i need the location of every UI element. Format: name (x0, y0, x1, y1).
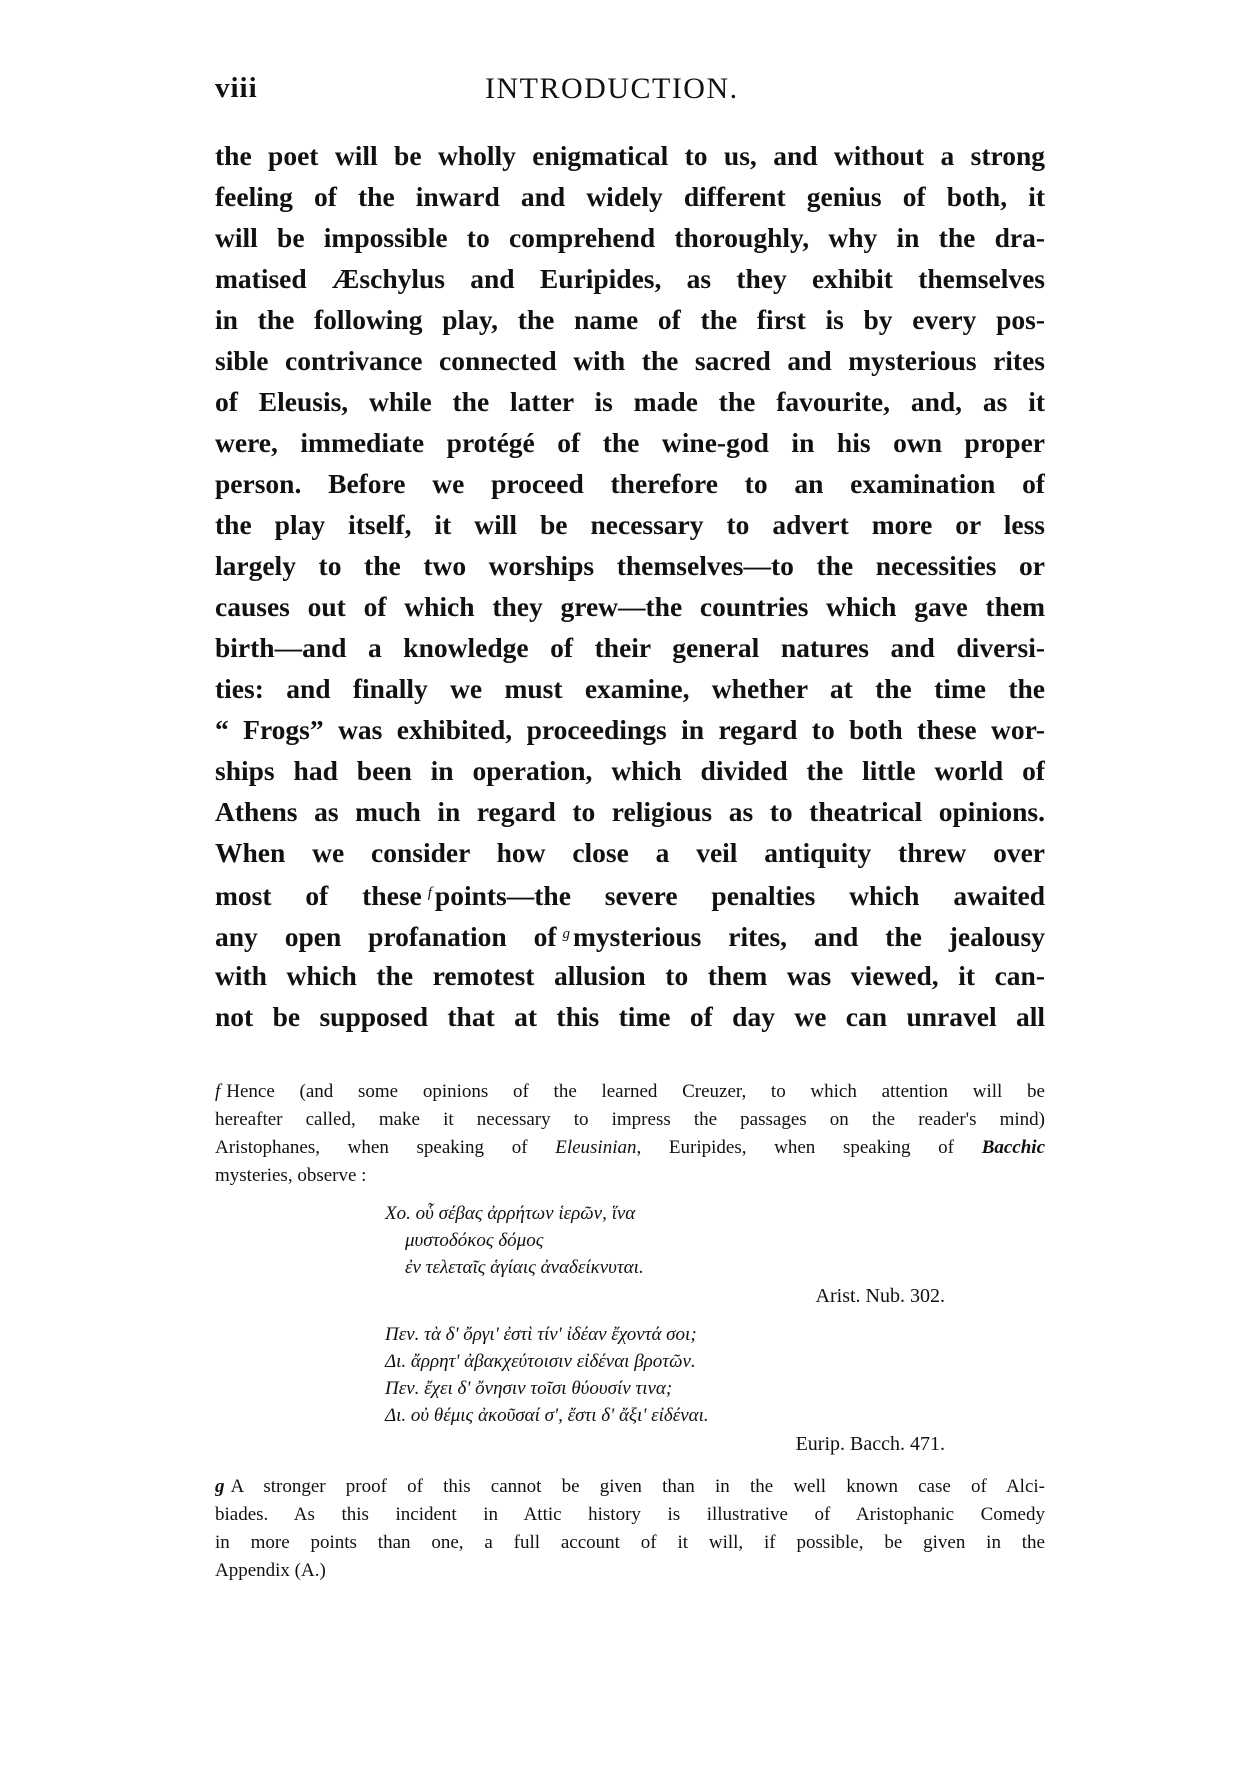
footnote-line: biades. As this incident in Attic history is illustrative of Aristophanic Comedy (215, 1504, 1045, 1525)
quote-line: μυστοδόκος δόμος (405, 1230, 544, 1251)
body-fragment: points—the severe penalties which awaited (434, 880, 1045, 911)
body-line: ties: and finally we must examine, whether at the time the (215, 673, 1045, 704)
quote-line: ἐν τελεταῖς ἁγίαις ἀναδείκνυται. (405, 1257, 644, 1278)
footnote-fragment: A stronger proof of this cannot be given than in the well known case of Alci- (230, 1476, 1045, 1497)
footnotes (215, 1078, 1045, 1585)
body-line: Athens as much in regard to religious as to theatrical opinions. (215, 796, 1045, 827)
quote-line: Χο. οὗ σέβας ἀρρήτων ἱερῶν, ἵνα (385, 1203, 636, 1224)
running-head: INTRODUCTION. (485, 72, 739, 105)
quote-line: Πεν. τὰ δ' ὄργι' ἐστὶ τίν' ἰδέαν ἔχοντά σοι; (385, 1324, 697, 1345)
footnote-line: in more points than one, a full account of it will, if possible, be given in the (215, 1532, 1045, 1553)
greek-quote-1 (385, 1200, 945, 1311)
footnote-f (215, 1078, 1045, 1459)
page-header (215, 72, 1045, 122)
body-line: with which the remotest allusion to them was viewed, it can- (215, 960, 1045, 991)
body-line: birth—and a knowledge of their general natures and diversi- (215, 632, 1045, 663)
quote-citation: Eurip. Bacch. 471. (795, 1433, 945, 1455)
body-line: were, immediate protégé of the wine-god in his own proper (215, 427, 1045, 458)
footnote-mark: f (215, 1081, 221, 1102)
footnote-line: hereafter called, make it necessary to impress the passages on the reader's mind) (215, 1109, 1045, 1130)
body-fragment: most of these (215, 880, 422, 911)
quote-citation: Arist. Nub. 302. (815, 1285, 945, 1307)
quote-line: Δι. οὐ θέμις ἀκοῦσαί σ', ἔστι δ' ἄξι' εἰδέναι. (385, 1405, 709, 1426)
greek-quote-2 (385, 1321, 945, 1459)
footnote-fragment: , Euripides, when speaking of (636, 1137, 955, 1158)
footnote-italic: Bacchic (981, 1137, 1045, 1158)
quote-line: Δι. ἄρρητ' ἀβακχεύτοισιν εἰδέναι βροτῶν. (385, 1351, 696, 1372)
body-line: of Eleusis, while the latter is made the favourite, and, as it (215, 386, 1045, 417)
body-line: When we consider how close a veil antiquity threw over (215, 837, 1045, 868)
footnote-line: Appendix (A.) (215, 1560, 326, 1581)
body-line: not be supposed that at this time of day we can unravel all (215, 1001, 1045, 1032)
body-fragment: mysterious rites, and the jealousy (573, 921, 1045, 952)
body-line-with-ref-g (215, 914, 1045, 955)
body-line: matised Æschylus and Euripides, as they exhibit themselves (215, 263, 1045, 294)
body-fragment: any open profanation of (215, 921, 557, 952)
quote-line: Πεν. ἔχει δ' ὄνησιν τοῖσι θύουσίν τινα; (385, 1378, 673, 1399)
body-line: ships had been in operation, which divided the little world of (215, 755, 1045, 786)
body-text (215, 135, 1045, 1037)
footnote-fragment: Aristophanes, when speaking of (215, 1137, 528, 1158)
footnote-ref-f: f (427, 885, 432, 901)
footnote-line (215, 1078, 1045, 1106)
footnote-g (215, 1473, 1045, 1585)
body-line: largely to the two worships themselves—to the necessities or (215, 550, 1045, 581)
body-line-with-ref-f (215, 873, 1045, 914)
footnote-fragment: Hence (and some opinions of the learned Creuzer, to which attention will be (226, 1081, 1045, 1102)
body-line: “ Frogs” was exhibited, proceedings in regard to both these wor- (215, 714, 1045, 745)
footnote-line (215, 1134, 1045, 1162)
footnote-italic: Eleusinian (555, 1137, 637, 1158)
footnote-line: mysteries, observe : (215, 1165, 367, 1186)
footnote-line (215, 1473, 1045, 1501)
page-number: viii (215, 72, 258, 104)
body-line: causes out of which they grew—the countries which gave them (215, 591, 1045, 622)
body-line: person. Before we proceed therefore to an examination of (215, 468, 1045, 499)
body-line: the play itself, it will be necessary to advert more or less (215, 509, 1045, 540)
body-line: the poet will be wholly enigmatical to us, and without a strong (215, 140, 1045, 171)
body-line: will be impossible to comprehend thoroughly, why in the dra- (215, 222, 1045, 253)
footnote-mark: g (215, 1476, 225, 1497)
body-line: feeling of the inward and widely different genius of both, it (215, 181, 1045, 212)
footnote-ref-g: g (562, 926, 571, 942)
body-line: in the following play, the name of the first is by every pos- (215, 304, 1045, 335)
body-line: sible contrivance connected with the sacred and mysterious rites (215, 345, 1045, 376)
